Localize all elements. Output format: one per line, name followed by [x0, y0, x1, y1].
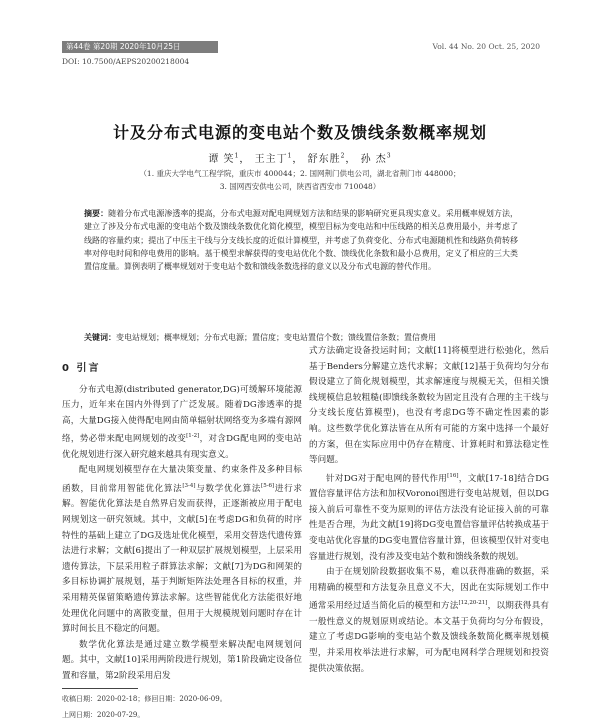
- footnote-divider: [62, 688, 138, 689]
- paragraph-text: 针对DG对于配电网的替代作用: [326, 473, 448, 484]
- body-paragraph: [62, 383, 302, 464]
- keywords: [84, 331, 518, 344]
- footnote-online-date: 上网日期：2020-07-29。: [62, 711, 145, 719]
- right-paragraphs: [309, 344, 549, 677]
- footnote-received-date: 收稿日期：2020-02-18；修回日期：2020-06-09。: [62, 695, 227, 703]
- author-affil-mark: 1: [234, 152, 240, 160]
- body-paragraph: [309, 565, 549, 677]
- author-name: 舒东胜: [307, 154, 341, 165]
- paragraph-text: 分布式电源(distributed generator,DG)可缓解环境能源压力，近年来在国内外得到了广泛发展。随着DG渗透率的提高，大量DG接入使得配电网由简单辐射状网络变为多端有源网络，势必带来配电网规划的改变: [62, 384, 302, 445]
- paragraph-text: ，以期获得具有一般性意义的规划原则或结论。本文基于负荷均匀分布假设，建立了考虑DG影响的变电站个数及馈线条数简化概率规划模型，并采用枚举法进行求解，可为配电网科学合理规划和投资提供决策依据。: [309, 601, 549, 674]
- citation-ref[interactable]: [5-6]: [261, 483, 275, 490]
- body-paragraph: [309, 344, 549, 469]
- affiliation-line-2: 3. 国网西安供电公司，陕西省西安市 710048）: [219, 182, 381, 191]
- author-name: 王主丁: [254, 154, 288, 165]
- paper-title: 计及分布式电源的变电站个数及馈线条数概率规划: [112, 123, 487, 142]
- keywords-text: 变电站规划；概率规划；分布式电源；置信度；变电站置信个数；馈线置信条数；置信费用: [116, 333, 436, 342]
- journal-issue-band: 第44卷 第20期 2020年10月25日: [62, 41, 218, 53]
- left-paragraphs: [62, 383, 302, 685]
- abstract-text: 随着分布式电源渗透率的提高，分布式电源对配电网规划方法和结果的影响研究更具现实意义。采用概率规划方法，建立了涉及分布式电源的变电站个数及馈线条数优化简化模型，模型目标为变电站和中压线路的相关总费用最小，并考虑了线路的容量约束；提出了中压主干线与分支线长度的近似计算模型，并考虑了负荷变化、分布式电源随机性和线路负荷转移率对停电时间和停电费用的影响。基于模型求解获得的变电站优化个数、馈线优化条数和最小总费用，定义了相应的三大类置信度量。算例表明了概率规划对于变电站个数和馈线条数选择的意义以及分布式电源的替代作用。: [84, 209, 519, 272]
- body-paragraph: [62, 463, 302, 637]
- citation-ref[interactable]: [16]: [447, 472, 459, 479]
- paragraph-text: 式方法确定设备投运时间；文献[11]将模型进行松弛化，然后基于Benders分解建立迭代求解；文献[12]基于负荷均匀分布假设建立了简化规划模型，其求解速度与规模无关，但相关馈线规模信息较粗糙(即馈线条数较为固定且没有合理的主干线与分支线长度估算模型)，也没有考虑DG等不确定性因素的影响。这些数学优化算法皆在从所有可能的方案中选择一个最好的方案，但在实际应用中仍存在精度、计算耗时和算法稳定性等问题。: [309, 346, 549, 466]
- body-paragraph: [309, 469, 549, 565]
- author-affil-mark: 1: [287, 152, 293, 160]
- body-paragraph: [62, 638, 302, 685]
- citation-ref[interactable]: [12,20-21]: [458, 600, 488, 607]
- journal-volume-info: Vol. 44 No. 20 Oct. 25, 2020: [432, 42, 540, 51]
- section-heading: 0 引言: [62, 363, 101, 374]
- paragraph-text: ，对含DG配电网的变电站优化规划进行深入研究越来越具有现实意义。: [62, 434, 302, 460]
- paragraph-text: 配电网规划模型存在大量决策变量、约束条件及多种目标函数，目前常用智能优化算法: [62, 465, 302, 494]
- paragraph-text: ，文献[17-18]结合DG置信容量评估方法和加权Voronoi图进行变电站规划，但以DG接入前后可靠性不变为原则的评估方法没有论证接入前的可靠性是否合理，为此文献[19]将DG变电置信容量评估转换成基于变电站优化容量的DG变电置信容量计算，但该模型仅针对变电容量进行规划，没有涉及变电站个数和馈线条数的规划。: [309, 473, 549, 562]
- keywords-label: 关键词：: [84, 333, 116, 342]
- abstract-label: 摘要：: [84, 209, 109, 218]
- author-affil-mark: 2: [340, 152, 346, 160]
- author-list: 谭 笑$^1$， 王主丁$^1$， 舒东胜$^2$， 孙 杰$^3$: [208, 152, 392, 165]
- abstract: [84, 207, 518, 273]
- paragraph-text: 由于在规划阶段数据收集不易，难以获得准确的数据，采用精确的模型和方法复杂且意义不大，因此在实际规划工作中通常采用经过适当简化后的模型和方法: [309, 567, 549, 612]
- paragraph-text: 数学优化算法是通过建立数学模型来解决配电网规划问题。其中，文献[10]采用两阶段进行规划，第1阶段确定设备位置和容量，第2阶段采用启发: [62, 639, 302, 681]
- body-column-left: [62, 361, 302, 685]
- citation-ref[interactable]: [1-2]: [186, 433, 200, 440]
- author-affil-mark: 3: [386, 152, 392, 160]
- citation-ref[interactable]: [3-4]: [182, 483, 196, 490]
- doi-line[interactable]: DOI: 10.7500/AEPS20200218004: [62, 57, 190, 66]
- affiliation-line-1: （1. 重庆大学电气工程学院，重庆市 400044；2. 国网荆门供电公司，湖北省荆门市 448000；: [139, 169, 461, 178]
- body-column-right: [309, 344, 549, 677]
- paragraph-text: 进行求解。智能优化算法是自然界启发而获得，正逐渐被应用于配电网规划这一研究领域。其中，文献[5]在考虑DG和负荷的时序特性的基础上建立了DG及选址优化模型，采用交替迭代遗传算法进行求解；文献[6]提出了一种双层扩展规划模型，上层采用遗传算法，下层采用粒子群算法求解；文献[7]为DG和网架的多目标协调扩展规划，基于判断矩阵法处理各目标的权重，并采用精英保留策略遗传算法求解。这些智能优化方法能很好地处理优化问题中的离散变量，但用于大规模规划问题时存在计算时间长且不稳定的问题。: [62, 483, 302, 635]
- author-name: 孙 杰: [360, 154, 387, 165]
- paragraph-text: 与数学优化算法: [195, 483, 262, 494]
- author-name: 谭 笑: [208, 154, 235, 165]
